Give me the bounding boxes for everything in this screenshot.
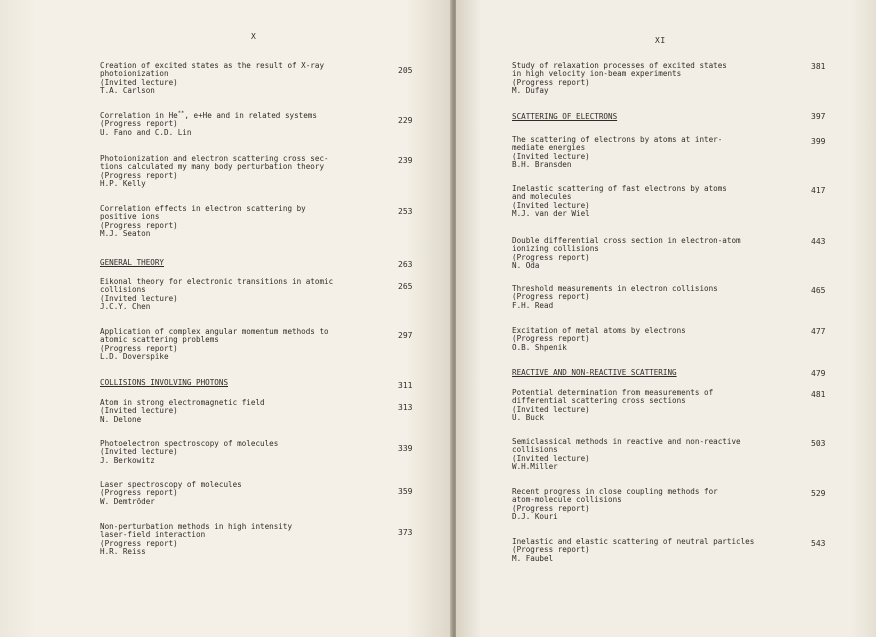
- page-number: 239: [398, 156, 413, 165]
- entry-title-line: Laser spectroscopy of molecules: [100, 480, 242, 489]
- entry-title-line: (Invited lecture): [512, 200, 590, 210]
- entry-title-line: (Progress report): [512, 503, 590, 513]
- toc-entry: [100, 481, 242, 506]
- entry-title-line: Study of relaxation processes of excited states: [512, 61, 727, 70]
- entry-author: M.J. van der Wiel: [512, 209, 590, 219]
- entry-title-line: (Invited lecture): [100, 293, 178, 303]
- entry-author: W. Demtröder: [100, 496, 155, 506]
- toc-entry: [100, 62, 324, 96]
- folio-right: XI: [655, 36, 666, 45]
- entry-title-line: Creation of excited states as the result of X-ray: [100, 61, 325, 70]
- page-number: 359: [398, 487, 413, 496]
- page-number: 399: [811, 137, 826, 146]
- toc-entry: [100, 328, 329, 362]
- section-heading: GENERAL THEORY: [100, 258, 165, 267]
- entry-author: L.D. Doverspike: [100, 352, 169, 362]
- entry-title-line: Eikonal theory for electronic transitions in atomic: [100, 277, 334, 286]
- toc-entry: [512, 438, 741, 472]
- entry-title-line: (Invited lecture): [100, 406, 178, 416]
- section-heading: REACTIVE AND NON-REACTIVE SCATTERING: [512, 368, 677, 377]
- folio-left: X: [251, 32, 257, 41]
- entry-title-line: Atom in strong electromagnetic field: [100, 398, 265, 407]
- toc-entry: [100, 523, 292, 557]
- entry-title-line: ionizing collisions: [512, 244, 599, 254]
- page-number: 397: [811, 112, 826, 121]
- entry-title-line: (Progress report): [100, 343, 178, 353]
- page-number: 263: [398, 260, 413, 269]
- toc-entry: [100, 278, 333, 312]
- entry-author: M.J. Seaton: [100, 229, 151, 239]
- entry-title-part: Correlation in He: [100, 111, 178, 120]
- entry-author: U. Buck: [512, 413, 545, 423]
- entry-title-line: (Invited lecture): [512, 404, 590, 414]
- entry-title-line: photoionization: [100, 69, 169, 79]
- toc-entry: [100, 205, 306, 239]
- page-number: 543: [811, 539, 826, 548]
- entry-title-line: and molecules: [512, 192, 572, 202]
- toc-entry: [512, 285, 718, 310]
- page-number: 465: [811, 286, 826, 295]
- toc-entry: [100, 440, 278, 465]
- page-number: 529: [811, 489, 826, 498]
- entry-title-line: Photoelectron spectroscopy of molecules: [100, 439, 279, 448]
- entry-title-part: , e+He and in related systems: [184, 111, 317, 120]
- entry-title-line: atom-molecule collisions: [512, 495, 622, 505]
- entry-author: U. Fano and C.D. Lin: [100, 127, 192, 137]
- toc-entry: [512, 389, 713, 423]
- entry-author: J. Berkowitz: [100, 455, 155, 465]
- page-number: 253: [398, 207, 413, 216]
- entry-title-line: Application of complex angular momentum methods to: [100, 327, 329, 336]
- toc-entry: [512, 62, 727, 96]
- page-number: 443: [811, 237, 826, 246]
- entry-title-line: Correlation effects in electron scattering by: [100, 204, 306, 213]
- toc-entry: [512, 327, 686, 352]
- toc-entry: [512, 185, 727, 219]
- entry-title-line: collisions: [512, 445, 558, 455]
- entry-author: M. Faubel: [512, 553, 554, 563]
- page-number: 417: [811, 186, 826, 195]
- toc-entry: [512, 488, 718, 522]
- entry-author: N. Oda: [512, 261, 540, 271]
- entry-title-line: (Progress report): [100, 119, 178, 129]
- toc-entry: [512, 136, 722, 170]
- entry-title-line: Double differential cross section in electron-atom: [512, 236, 741, 245]
- entry-title-line: atomic scattering problems: [100, 335, 219, 345]
- entry-title-line: differential scattering cross sections: [512, 396, 686, 406]
- entry-title-line: (Progress report): [512, 334, 590, 344]
- entry-title-line: laser-field interaction: [100, 530, 206, 540]
- section-heading: COLLISIONS INVOLVING PHOTONS: [100, 378, 229, 387]
- page-number: 313: [398, 403, 413, 412]
- page-number: 229: [398, 116, 413, 125]
- entry-title-line: (Progress report): [100, 488, 178, 498]
- entry-title-line: (Progress report): [100, 220, 178, 230]
- entry-title-line: Non-perturbation methods in high intensity: [100, 522, 293, 531]
- toc-entry: [100, 399, 265, 424]
- entry-title-line: (Progress report): [100, 170, 178, 180]
- page-number: 477: [811, 327, 826, 336]
- entry-title-line: (Progress report): [100, 538, 178, 548]
- right-page: [456, 0, 876, 637]
- page-number: 265: [398, 282, 413, 291]
- entry-author: F.H. Read: [512, 300, 554, 310]
- page-number: 479: [811, 369, 826, 378]
- entry-author: H.R. Reiss: [100, 547, 146, 557]
- entry-title-line: (Invited lecture): [100, 77, 178, 87]
- page-number: 297: [398, 331, 413, 340]
- entry-title-line: Semiclassical methods in reactive and non-reactive: [512, 437, 741, 446]
- toc-entry: [100, 155, 329, 189]
- entry-author: B.H. Bransden: [512, 160, 572, 170]
- entry-title-line: Potential determination from measurements of: [512, 388, 714, 397]
- entry-author: M. Dufay: [512, 86, 549, 96]
- entry-author: W.H.Miller: [512, 462, 558, 472]
- entry-title-line: collisions: [100, 285, 146, 295]
- entry-title-line: (Progress report): [512, 252, 590, 262]
- entry-title-superscript: **: [177, 110, 185, 117]
- entry-title-line: tions calculated my many body perturbation theory: [100, 162, 325, 172]
- entry-title-line: Inelastic and elastic scattering of neutral particles: [512, 537, 755, 546]
- toc-entry: [512, 237, 741, 271]
- entry-title-line: Threshold measurements in electron collisions: [512, 284, 718, 293]
- entry-title-line: Photoionization and electron scattering cross sec-: [100, 154, 329, 163]
- entry-author: N. Delone: [100, 414, 142, 424]
- entry-title-line: (Progress report): [512, 77, 590, 87]
- entry-author: D.J. Kouri: [512, 512, 558, 522]
- entry-title-line: (Invited lecture): [512, 453, 590, 463]
- entry-title-line: (Progress report): [512, 292, 590, 302]
- entry-author: H.P. Kelly: [100, 179, 146, 189]
- page-number: 503: [811, 439, 826, 448]
- entry-author: J.C.Y. Chen: [100, 302, 151, 312]
- entry-title-line: in high velocity ion-beam experiments: [512, 69, 682, 79]
- entry-title-line: positive ions: [100, 212, 160, 222]
- entry-title-line: (Invited lecture): [512, 151, 590, 161]
- entry-title-line: (Progress report): [512, 545, 590, 555]
- entry-title-line: Inelastic scattering of fast electrons by atoms: [512, 184, 727, 193]
- toc-entry: [100, 112, 317, 137]
- entry-title-line: (Invited lecture): [100, 447, 178, 457]
- page-number: 381: [811, 62, 826, 71]
- page-number: 339: [398, 444, 413, 453]
- entry-title-line: Excitation of metal atoms by electrons: [512, 326, 686, 335]
- section-heading: SCATTERING OF ELECTRONS: [512, 112, 618, 121]
- page-number: 481: [811, 390, 826, 399]
- entry-author: O.B. Shpenik: [512, 342, 567, 352]
- page-number: 311: [398, 381, 413, 390]
- entry-title-line: mediate energies: [512, 143, 586, 153]
- page-number: 205: [398, 66, 413, 75]
- entry-title-line: The scattering of electrons by atoms at inter-: [512, 135, 723, 144]
- toc-entry: [512, 538, 754, 563]
- entry-author: T.A. Carlson: [100, 86, 155, 96]
- page-number: 373: [398, 528, 413, 537]
- entry-title-line: Recent progress in close coupling methods for: [512, 487, 718, 496]
